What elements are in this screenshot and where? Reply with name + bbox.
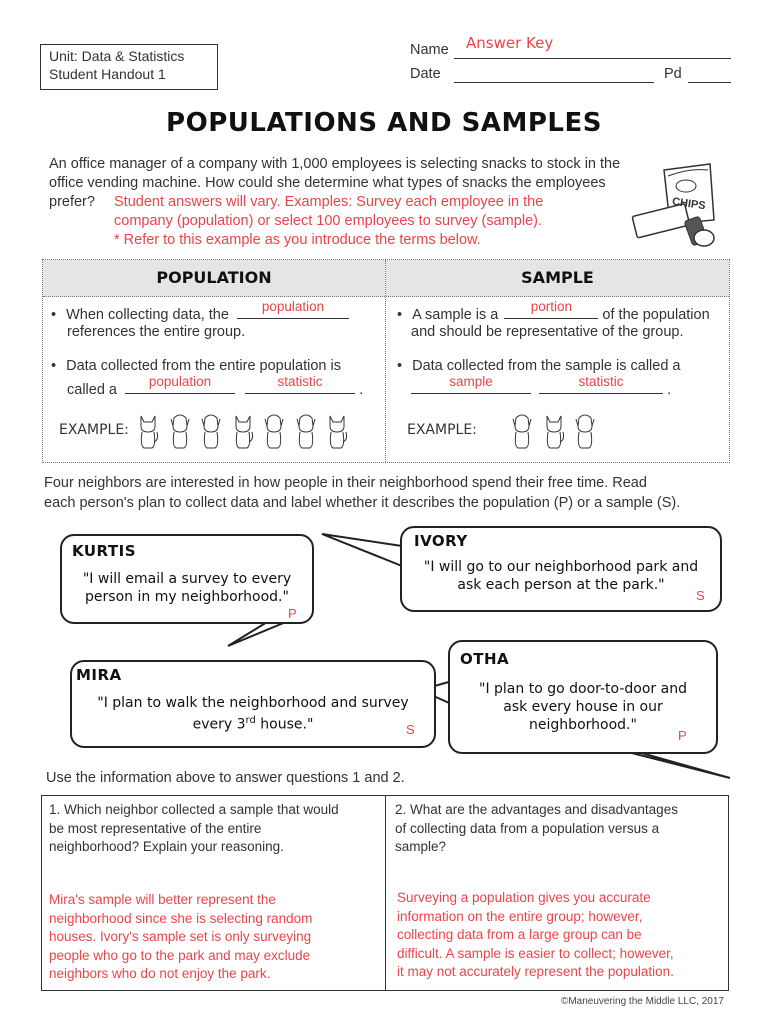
sample-bullet-1: • A sample is a portion of the population [397, 299, 710, 323]
copyright-footer: ©Maneuvering the Middle LLC, 2017 [560, 996, 724, 1007]
sample-bullet-1-cont: and should be representative of the group. [411, 324, 684, 340]
population-blank-2[interactable]: population [125, 377, 235, 394]
sample-example-label: EXAMPLE: [407, 422, 477, 438]
intro-answer-1: Student answers will vary. Examples: Survey each employee in the [114, 194, 544, 210]
population-header: POPULATION [43, 260, 385, 297]
population-bullet-2: • Data collected from the entire population is [51, 358, 341, 374]
pd-label: Pd [664, 66, 682, 82]
population-bullet-1: • When collecting data, the population [51, 302, 381, 325]
otha-bubble [448, 640, 718, 754]
kurtis-quote: "I will email a survey to every person in my neighborhood." [82, 571, 292, 605]
kurtis-bubble [60, 534, 314, 624]
kurtis-name: KURTIS [72, 542, 137, 560]
neighbors-intro-line-2: each person's plan to collect data and label whether it describes the population (P) or a sample (S). [44, 495, 681, 511]
unit-label: Unit: Data & Statistics [49, 48, 185, 64]
answer-2: Surveying a population gives you accurate information on the entire group; however, collecting data from a large group can be difficult. A sample is easier to collect; however, it may not accurately represent the population. [397, 890, 674, 979]
sample-bullet-2-cont: sample statistic . [411, 377, 671, 400]
mira-quote: "I plan to walk the neighborhood and survey every 3rd house." [97, 695, 409, 733]
sample-blank-1[interactable]: portion [504, 302, 598, 319]
population-blank-3[interactable]: statistic [245, 377, 355, 394]
otha-quote: "I plan to go door-to-door and ask every house in our neighborhood." [479, 681, 687, 733]
questions-divider [385, 796, 386, 990]
sample-bullet-2: • Data collected from the sample is called a [397, 358, 681, 374]
date-label: Date [410, 66, 441, 82]
intro-line-1: An office manager of a company with 1,000 employees is selecting snacks to stock in the [49, 156, 621, 172]
chips-label: CHIPS [671, 195, 707, 213]
otha-answer: P [678, 728, 687, 743]
intro-line-2: office vending machine. How could she determine what types of snacks the employees [49, 175, 606, 191]
sample-blank-3[interactable]: statistic [539, 377, 663, 394]
ivory-answer: S [696, 588, 705, 603]
population-example-label: EXAMPLE: [59, 422, 129, 438]
mira-answer: S [406, 722, 415, 737]
questions-box [41, 795, 729, 991]
intro-answer-3: * Refer to this example as you introduce the terms below. [114, 232, 481, 248]
handout-label: Student Handout 1 [49, 66, 166, 82]
ivory-quote: "I will go to our neighborhood park and ask each person at the park." [423, 559, 699, 593]
mira-name: MIRA [76, 666, 122, 684]
question-2: 2. What are the advantages and disadvantages of collecting data from a population versus a sample? [395, 802, 678, 854]
kurtis-answer: P [288, 606, 297, 621]
population-blank-1[interactable]: population [237, 302, 349, 319]
population-bullet-1-cont: references the entire group. [67, 324, 246, 340]
name-answer: Answer Key [466, 34, 554, 52]
ivory-bubble [400, 526, 722, 612]
intro-line-3: prefer? [49, 194, 95, 210]
ivory-name: IVORY [414, 532, 468, 550]
page-title: POPULATIONS AND SAMPLES [166, 108, 602, 138]
intro-answer-2: company (population) or select 100 employees to survey (sample). [114, 213, 542, 229]
otha-name: OTHA [460, 650, 510, 668]
question-1: 1. Which neighbor collected a sample that would be most representative of the entire neighborhood? Explain your reasoning. [49, 802, 339, 854]
sample-header: SAMPLE [386, 260, 729, 297]
neighbors-intro-line-1: Four neighbors are interested in how people in their neighborhood spend their free time. Read [44, 475, 647, 491]
mira-bubble [70, 660, 436, 748]
use-info-text: Use the information above to answer questions 1 and 2. [46, 770, 405, 786]
sample-blank-2[interactable]: sample [411, 377, 531, 394]
population-bullet-2-cont: called a population statistic . [67, 374, 364, 398]
name-label: Name [410, 42, 449, 58]
answer-1: Mira's sample will better represent the neighborhood since she is selecting random houses. Ivory's sample set is only surveying people who go to the park and may exclude neighbors who do not enjoy the park. [49, 892, 313, 981]
